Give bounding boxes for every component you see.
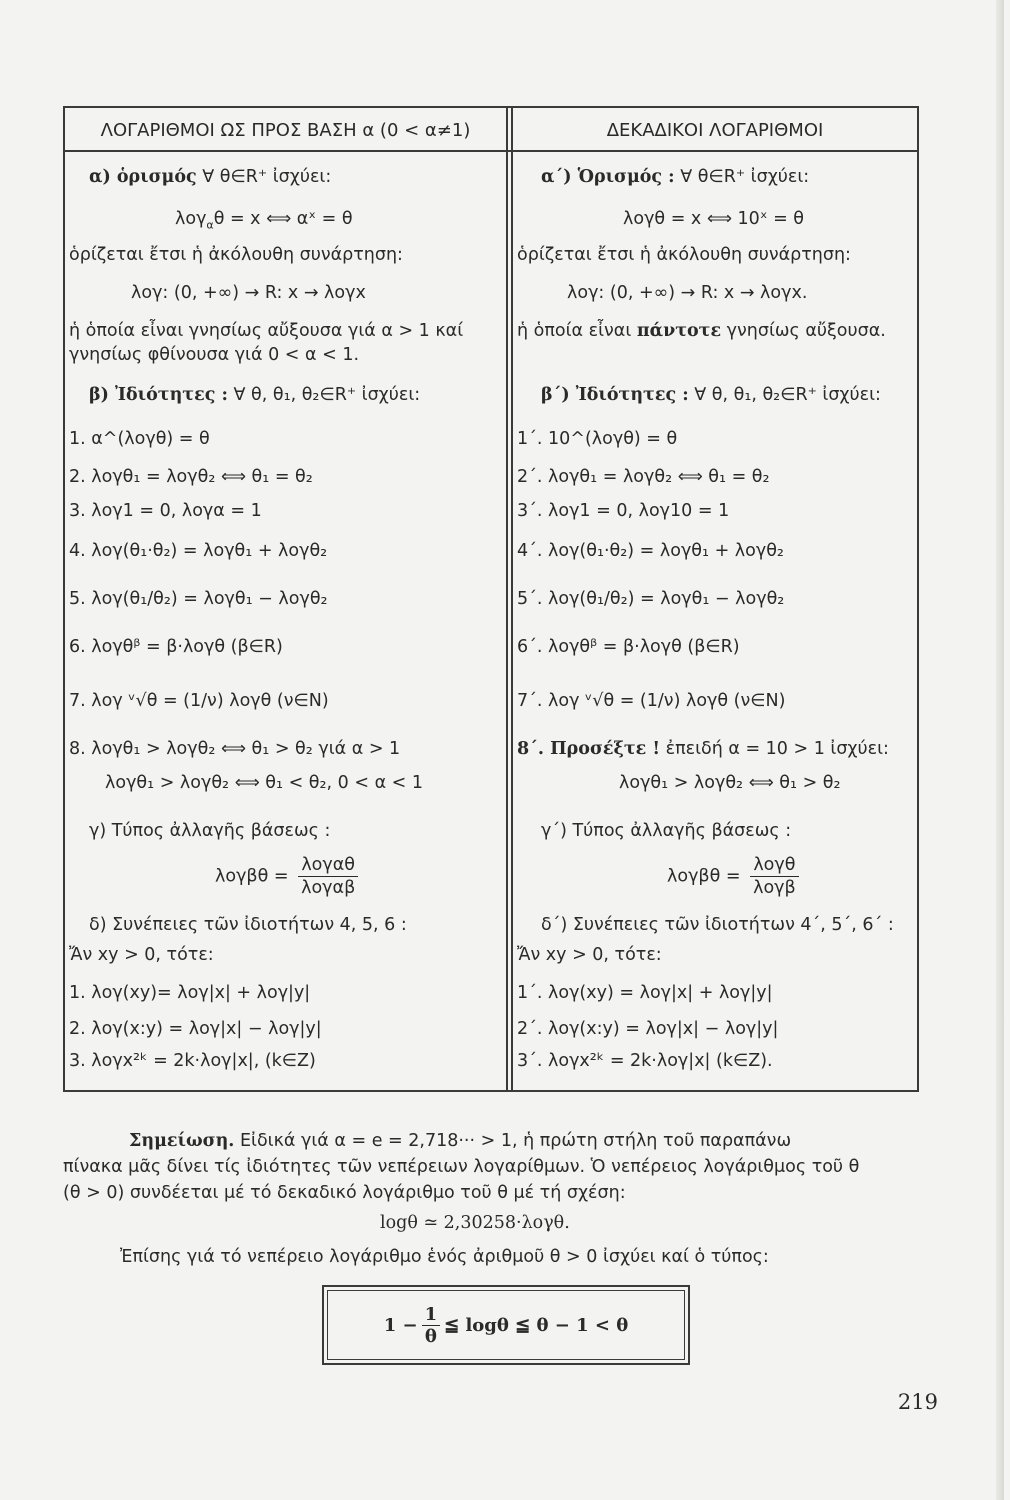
right-property-1: 1΄. 10^(λογθ) = θ [517, 429, 678, 449]
right-change-base-title: γ΄) Τύπος ἀλλαγῆς βάσεως : [541, 821, 792, 841]
left-property-8a: 8. λογθ₁ > λογθ₂ ⟺ θ₁ > θ₂ γιά α > 1 [69, 739, 401, 759]
note-line-1: Σημείωση. Εἰδικά γιά α = e = 2,718··· > 1, ἡ πρώτη στήλη τοῦ παραπάνω [129, 1131, 792, 1151]
left-property-6: 6. λογθᵝ = β·λογθ (β∈R) [69, 637, 283, 657]
right-property-6: 6΄. λογθᵝ = β·λογθ (β∈R) [517, 637, 740, 657]
inequality-box-inner: 1 − $\frac{1}{\theta}$ ≦ logθ ≦ θ − 1 < θ [327, 1290, 685, 1360]
right-definition-eq: λογθ = x ⟺ 10ˣ = θ [623, 209, 805, 229]
page-edge [996, 0, 1004, 1500]
right-consequences-title: δ΄) Συνέπειες τῶν ἰδιοτήτων 4΄, 5΄, 6΄ : [541, 915, 894, 935]
right-header: ΔΕΚΑΔΙΚΟΙ ΛΟΓΑΡΙΘΜΟΙ [606, 120, 824, 141]
left-header: ΛΟΓΑΡΙΘΜΟΙ ΩΣ ΠΡΟΣ ΒΑΣΗ α (0 < α≠1) [100, 120, 471, 141]
right-function: λογ: (0, +∞) → R: x → λογx. [567, 283, 808, 303]
right-property-4: 4΄. λογ(θ₁·θ₂) = λογθ₁ + λογθ₂ [517, 541, 784, 561]
right-change-fraction: $\frac{\text{λογθ}}{\text{λογβ}}$ [750, 854, 799, 899]
right-property-7: 7΄. λογ ᵛ√θ = (1/ν) λογθ (ν∈N) [517, 691, 786, 711]
right-change-base-formula: λογβθ = $\frac{\text{λογθ}}{\text{λογβ}}$ [667, 854, 803, 899]
right-definition-title: α΄) Ὁρισμός : ∀ θ∈R⁺ ἰσχύει: [541, 167, 810, 187]
left-consequence-3: 3. λογx²ᵏ = 2k·λογ|x|, (k∈Z) [69, 1051, 316, 1071]
left-change-base-formula: λογβθ = $\frac{\text{λογαθ}}{\text{λογαβ}}$ [215, 854, 362, 899]
left-property-4: 4. λογ(θ₁·θ₂) = λογθ₁ + λογθ₂ [69, 541, 328, 561]
note-line-4: Ἐπίσης γιά τό νεπέρειο λογάριθμο ἑνός ἀριθμοῦ θ > 0 ἰσχύει καί ὁ τύπος: [120, 1247, 769, 1267]
right-property-2: 2΄. λογθ₁ = λογθ₂ ⟺ θ₁ = θ₂ [517, 467, 770, 487]
left-monotonic-2: γνησίως φθίνουσα γιά 0 < α < 1. [69, 345, 360, 365]
right-consequences-if: Ἄν xy > 0, τότε: [517, 945, 662, 965]
left-change-fraction: $\frac{\text{λογαθ}}{\text{λογαβ}}$ [298, 854, 358, 899]
left-change-base-title: γ) Τύπος ἀλλαγῆς βάσεως : [89, 821, 331, 841]
right-property-8b: λογθ₁ > λογθ₂ ⟺ θ₁ > θ₂ [619, 773, 841, 793]
left-monotonic-1: ἡ ὁποία εἶναι γνησίως αὔξουσα γιά α > 1 καί [69, 321, 464, 341]
left-property-3: 3. λογ1 = 0, λογα = 1 [69, 501, 262, 521]
left-property-5: 5. λογ(θ₁/θ₂) = λογθ₁ − λογθ₂ [69, 589, 328, 609]
left-consequence-2: 2. λογ(x:y) = λογ|x| − λογ|y| [69, 1019, 322, 1039]
page-number: 219 [897, 1390, 938, 1414]
left-definition-title: α) ὁρισμός ∀ θ∈R⁺ ἰσχύει: [89, 167, 332, 187]
right-property-5: 5΄. λογ(θ₁/θ₂) = λογθ₁ − λογθ₂ [517, 589, 785, 609]
left-property-2: 2. λογθ₁ = λογθ₂ ⟺ θ₁ = θ₂ [69, 467, 313, 487]
left-definition-eq: λογ$_\alpha$θ = x ⟺ αˣ = θ [175, 209, 353, 232]
right-consequence-2: 2΄. λογ(x:y) = λογ|x| − λογ|y| [517, 1019, 779, 1039]
left-defined-text: ὁρίζεται ἔτσι ἡ ἀκόλουθη συνάρτηση: [69, 245, 403, 265]
left-property-7: 7. λογ ᵛ√θ = (1/ν) λογθ (ν∈N) [69, 691, 329, 711]
left-function: λογ: (0, +∞) → R: x → λογx [131, 283, 366, 303]
right-properties-title: β΄) Ἰδιότητες : ∀ θ, θ₁, θ₂∈R⁺ ἰσχύει: [541, 385, 881, 405]
left-consequences-title: δ) Συνέπειες τῶν ἰδιοτήτων 4, 5, 6 : [89, 915, 407, 935]
note-formula: logθ ≃ 2,30258·λογθ. [380, 1213, 570, 1233]
left-consequence-1: 1. λογ(xy)= λογ|x| + λογ|y| [69, 983, 311, 1003]
logarithm-table [63, 106, 919, 1092]
right-column [513, 108, 917, 1090]
left-properties-title: β) Ἰδιότητες : ∀ θ, θ₁, θ₂∈R⁺ ἰσχύει: [89, 385, 421, 405]
left-consequences-if: Ἄν xy > 0, τότε: [69, 945, 214, 965]
left-property-1: 1. α^(λογθ) = θ [69, 429, 210, 449]
inequality-fraction: $\frac{1}{\theta}$ [422, 1304, 441, 1347]
right-property-8: 8΄. Προσέξτε ! ἐπειδή α = 10 > 1 ἰσχύει: [517, 739, 889, 759]
column-divider [506, 108, 513, 1090]
right-consequence-1: 1΄. λογ(xy) = λογ|x| + λογ|y| [517, 983, 773, 1003]
note-line-3: (θ > 0) συνδέεται μέ τό δεκαδικό λογάριθμο τοῦ θ μέ τή σχέση: [63, 1183, 626, 1203]
right-consequence-3: 3΄. λογx²ᵏ = 2k·λογ|x| (k∈Z). [517, 1051, 773, 1071]
note-line-2: πίνακα μᾶς δίνει τίς ἰδιότητες τῶν νεπέρειων λογαρίθμων. Ὁ νεπέρειος λογάριθμος τοῦ θ [63, 1157, 860, 1177]
right-property-3: 3΄. λογ1 = 0, λογ10 = 1 [517, 501, 730, 521]
left-column [65, 108, 506, 1090]
left-property-8b: λογθ₁ > λογθ₂ ⟺ θ₁ < θ₂, 0 < α < 1 [105, 773, 424, 793]
inequality-box [322, 1285, 690, 1365]
right-defined-text: ὁρίζεται ἔτσι ἡ ἀκόλουθη συνάρτηση: [517, 245, 851, 265]
right-monotonic: ἡ ὁποία εἶναι πάντοτε γνησίως αὔξουσα. [517, 321, 886, 341]
